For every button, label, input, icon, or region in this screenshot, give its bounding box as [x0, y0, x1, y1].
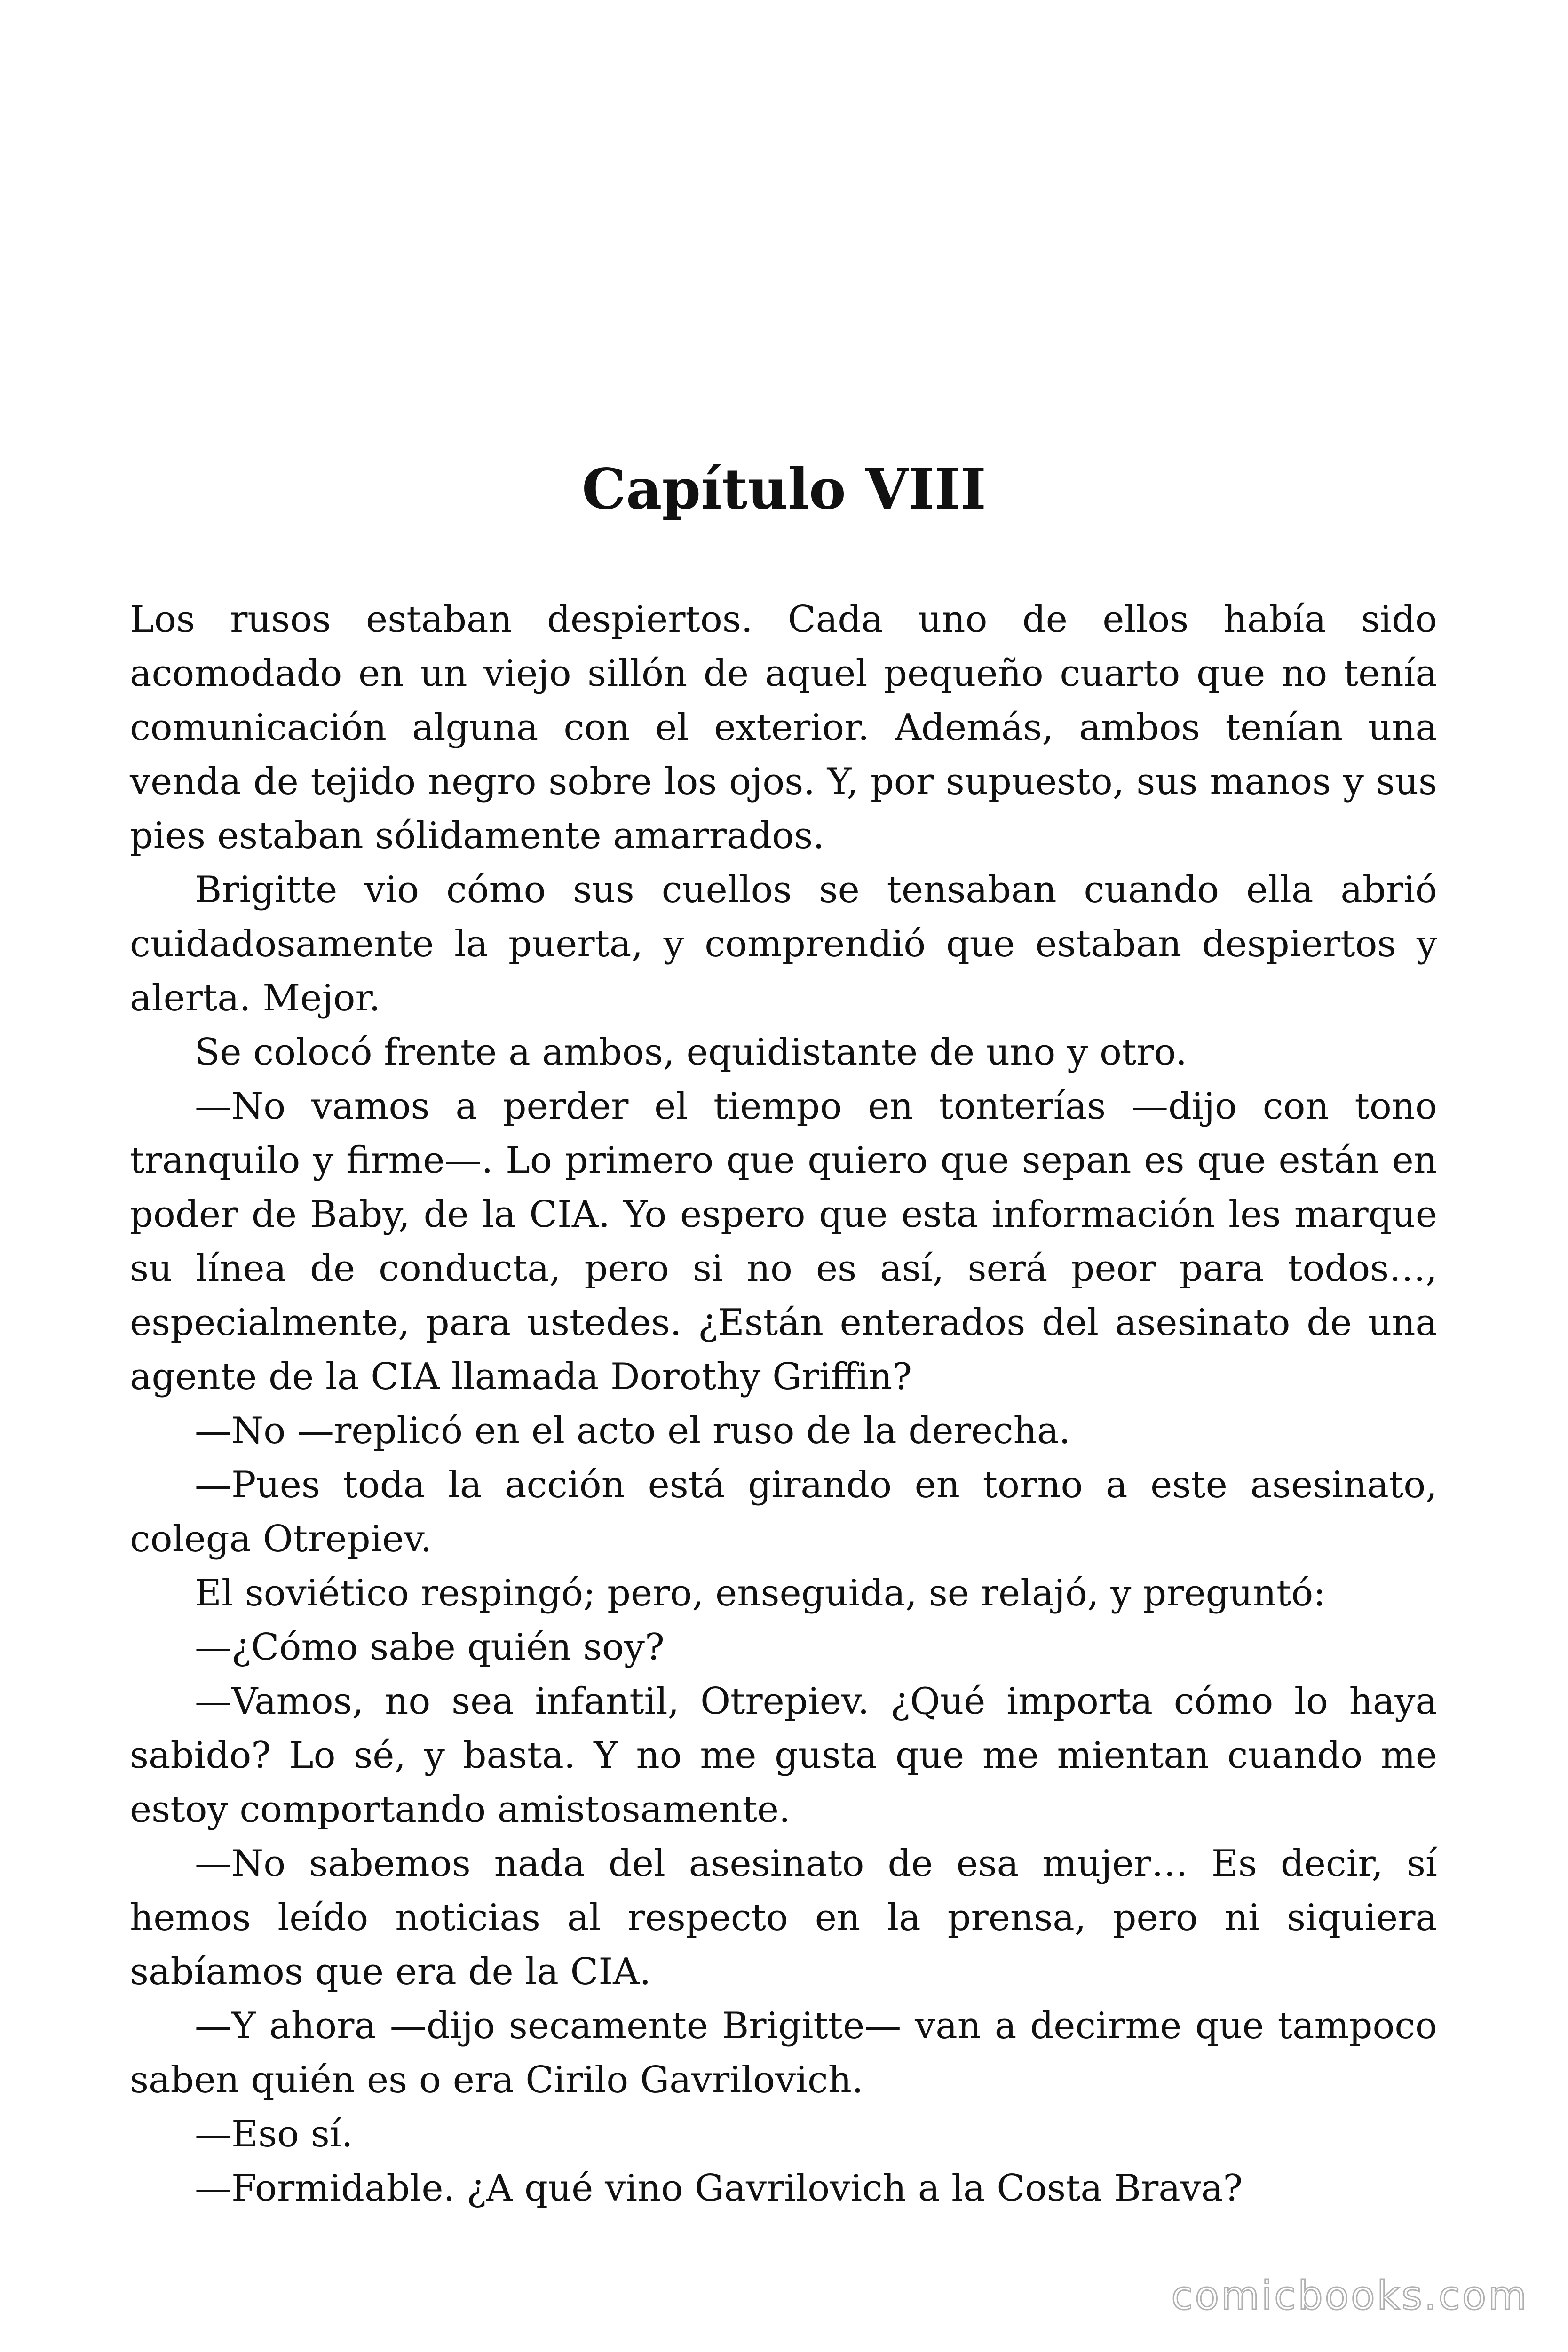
paragraph: —No —replicó en el acto el ruso de la derecha. — [195, 1410, 1071, 1452]
paragraph: —¿Cómo sabe quién soy? — [195, 1626, 665, 1669]
paragraph: —Vamos, no sea infantil, Otrepiev. ¿Qué importa cómo lo haya sabido? Lo sé, y basta. Y no me gusta que me mientan cuando me estoy comportando amistosamente. — [130, 1680, 1437, 1831]
paragraph: —Eso sí. — [195, 2113, 353, 2155]
watermark: comicbooks.com — [1171, 2273, 1528, 2319]
paragraph: —Pues toda la acción está girando en torno a este asesinato, colega Otrepiev. — [130, 1464, 1437, 1560]
paragraph: —No sabemos nada del asesinato de esa mujer… Es decir, sí hemos leído noticias al respecto en la prensa, pero ni siquiera sabíamos que era de la CIA. — [130, 1843, 1437, 1993]
paragraph: El soviético respingó; pero, enseguida, se relajó, y preguntó: — [195, 1572, 1326, 1614]
paragraph: Los rusos estaban despiertos. Cada uno de ellos había sido acomodado en un viejo sillón de aquel pequeño cuarto que no tenía comunicación alguna con el exterior. Además, ambos tenían una venda de tejido negro sobre los ojos. Y, por supuesto, sus manos y sus pies estaban sólidamente amarrados. — [130, 598, 1437, 857]
paragraph: Se colocó frente a ambos, equidistante de uno y otro. — [195, 1031, 1187, 1073]
paragraph: —No vamos a perder el tiempo en tonterías —dijo con tono tranquilo y firme—. Lo primero que quiero que sepan es que están en poder de Baby, de la CIA. Yo espero que esta información les marque su línea de conducta, pero si no es así, será peor para todos…, especialmente, para ustedes. ¿Están enterados del asesinato de una agente de la CIA llamada Dorothy Griffin? — [130, 1085, 1437, 1398]
chapter-title: Capítulo VIII — [582, 456, 986, 522]
paragraph: Brigitte vio cómo sus cuellos se tensaban cuando ella abrió cuidadosamente la puerta, y comprendió que estaban despiertos y alerta. Mejor. — [130, 869, 1437, 1019]
paragraph: —Formidable. ¿A qué vino Gavrilovich a la Costa Brava? — [195, 2167, 1243, 2209]
paragraph: —Y ahora —dijo secamente Brigitte— van a decirme que tampoco saben quién es o era Cirilo Gavrilovich. — [130, 2005, 1437, 2101]
chapter-body — [130, 593, 1437, 2216]
